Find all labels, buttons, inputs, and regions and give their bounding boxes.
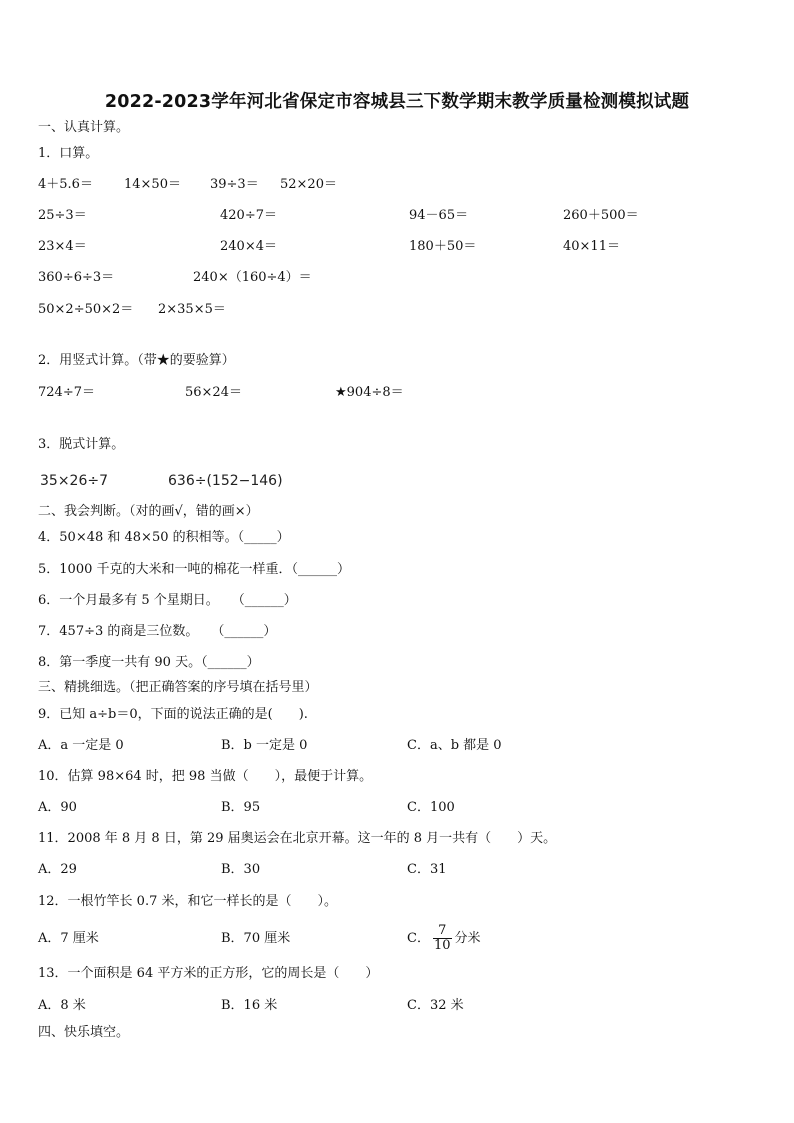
judgement-item: 5．1000 千克的大米和一吨的棉花一样重．（______） (38, 562, 350, 577)
option-a: A．90 (38, 800, 77, 815)
oral-calc-item: 50×2÷50×2＝ (38, 302, 134, 317)
q9-stem: 9．已知 a÷b＝0，下面的说法正确的是( ). (38, 707, 308, 722)
oral-calc-item: 23×4＝ (38, 239, 87, 254)
step-calc-item: 35×26÷7 (40, 473, 108, 489)
oral-calc-item: 40×11＝ (563, 239, 620, 254)
oral-calc-item: 25÷3＝ (38, 208, 87, 223)
oral-calc-item: 2×35×5＝ (158, 302, 226, 317)
q3-label: 3．脱式计算。 (38, 437, 125, 452)
vertical-calc-item: 56×24＝ (185, 385, 242, 400)
q10-stem: 10．估算 98×64 时，把 98 当做（ ），最便于计算。 (38, 769, 373, 784)
oral-calc-item: 260＋500＝ (563, 208, 639, 223)
oral-calc-item: 14×50＝ (124, 177, 181, 192)
oral-calc-item: 360÷6÷3＝ (38, 270, 115, 285)
oral-calc-item: 420÷7＝ (220, 208, 277, 223)
fraction-numerator: 7 (433, 924, 452, 939)
option-c: C．32 米 (407, 998, 464, 1013)
oral-calc-item: 52×20＝ (280, 177, 337, 192)
fraction-denominator: 10 (433, 938, 451, 953)
option-b: B．30 (221, 862, 261, 877)
option-b: B．16 米 (221, 998, 278, 1013)
option-b: B．b 一定是 0 (221, 738, 308, 753)
judgement-item: 6．一个月最多有 5 个星期日。 （______） (38, 593, 297, 608)
oral-calc-item: 94－65＝ (409, 208, 469, 223)
section-3-heading: 三、精挑细选。（把正确答案的序号填在括号里） (38, 680, 318, 695)
fraction (433, 924, 452, 953)
step-calc-item: 636÷(152−146) (168, 473, 283, 489)
option-c: C．a、b 都是 0 (407, 738, 502, 753)
q11-stem: 11．2008 年 8 月 8 日，第 29 届奥运会在北京开幕。这一年的 8 月一共有（ ）天。 (38, 831, 557, 846)
option-a: A．a 一定是 0 (38, 738, 124, 753)
judgement-item: 8．第一季度一共有 90 天。（______） (38, 655, 260, 670)
oral-calc-item: 39÷3＝ (210, 177, 259, 192)
oral-calc-item: 180＋50＝ (409, 239, 477, 254)
page-title: 2022-2023学年河北省保定市容城县三下数学期末教学质量检测模拟试题 (104, 92, 690, 112)
section-1-heading: 一、认真计算。 (38, 120, 130, 135)
vertical-calc-item: 724÷7＝ (38, 385, 95, 400)
judgement-item: 4．50×48 和 48×50 的积相等。（_____） (38, 530, 290, 545)
q13-stem: 13．一个面积是 64 平方米的正方形，它的周长是（ ） (38, 966, 379, 981)
option-c (407, 921, 481, 957)
oral-calc-item: 240×（160÷4）＝ (193, 270, 312, 285)
option-a: A．29 (38, 862, 77, 877)
oral-calc-item: 240×4＝ (220, 239, 277, 254)
option-c-unit: 分米 (454, 931, 481, 946)
option-c: C．31 (407, 862, 447, 877)
vertical-calc-item: ★904÷8＝ (335, 385, 404, 400)
q2-label: 2．用竖式计算。（带★的要验算） (38, 353, 235, 368)
option-c: C．100 (407, 800, 455, 815)
option-a: A．7 厘米 (38, 931, 99, 946)
section-2-heading: 二、我会判断。（对的画√，错的画×） (38, 504, 259, 519)
option-b: B．95 (221, 800, 261, 815)
q12-stem: 12．一根竹竿长 0.7 米，和它一样长的是（ ）。 (38, 894, 337, 909)
section-4-heading: 四、快乐填空。 (38, 1025, 130, 1040)
q1-label: 1．口算。 (38, 146, 99, 161)
option-b: B．70 厘米 (221, 931, 291, 946)
option-c-prefix: C． (407, 931, 430, 946)
option-a: A．8 米 (38, 998, 86, 1013)
judgement-item: 7．457÷3 的商是三位数。 （______） (38, 624, 277, 639)
oral-calc-item: 4＋5.6＝ (38, 177, 93, 192)
